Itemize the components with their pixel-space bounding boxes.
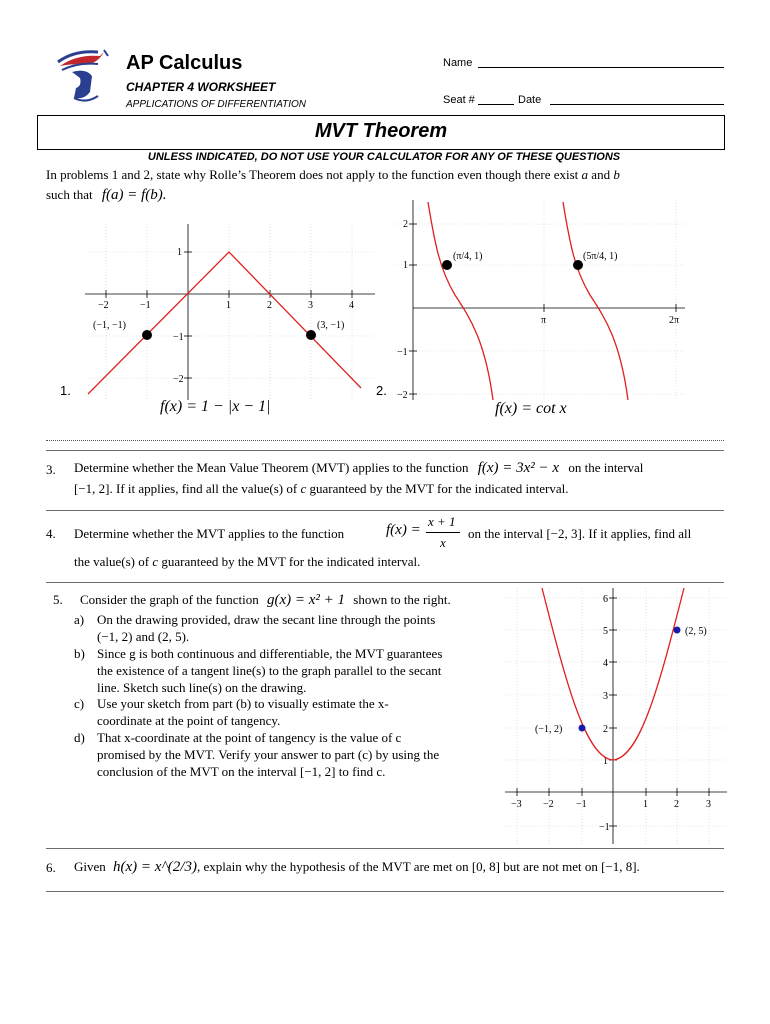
- graph-2-curve-2: [563, 202, 628, 400]
- graph-2-tick-x2: 2π: [669, 315, 680, 326]
- graph-1-label-right: (3, −1): [317, 320, 345, 331]
- problem-3-text3: [−1, 2]. If it applies, find all the value(s) of: [74, 481, 298, 496]
- problem-5-text1: Consider the graph of the function: [80, 592, 259, 607]
- graph-5-tick-x3: −1: [576, 799, 587, 810]
- graph-5-tick-y3: 4: [603, 658, 608, 669]
- problem-5-part-b-line2: the existence of a tangent line(s) to the graph parallel to the secant: [97, 663, 442, 678]
- problem-1-number: 1.: [60, 383, 71, 398]
- problem-5-part-b-line1: Since g is both continuous and differentiable, the MVT guarantees: [97, 646, 443, 661]
- calculator-instruction: UNLESS INDICATED, DO NOT USE YOUR CALCULATOR FOR ANY OF THESE QUESTIONS: [147, 151, 621, 163]
- graph-2-point-left: [442, 260, 452, 270]
- graph-1-tick-x5: 3: [308, 300, 313, 311]
- divider-5: [46, 582, 724, 583]
- graph-2-tick-x1: π: [541, 315, 547, 326]
- problem-5-text2: shown to the right.: [353, 592, 451, 607]
- graph-1-label-left: (−1, −1): [93, 320, 126, 331]
- graph-5-label-right: (2, 5): [685, 626, 707, 637]
- problem-5-part-b-line3: line. Sketch such line(s) on the drawing.: [97, 680, 307, 695]
- graph-1: [85, 224, 375, 400]
- divider-6: [46, 848, 724, 849]
- intro-line1: In problems 1 and 2, state why Rolle’s Theorem does not apply to the function even though there exist: [46, 167, 579, 182]
- trojan-logo-icon: [52, 48, 112, 110]
- problem-6-function: h(x) = x^(2/3): [113, 859, 197, 875]
- graph-2-tick-y3: −1: [397, 347, 408, 358]
- name-field[interactable]: [478, 67, 724, 68]
- graph-5-tick-x1: −3: [511, 799, 522, 810]
- graph-2-tick-y1: 2: [403, 219, 408, 230]
- problem-5-part-c-line2: coordinate at the point of tangency.: [97, 713, 281, 728]
- intro-b: b: [613, 167, 620, 182]
- problem-3-c: c: [300, 481, 307, 496]
- graph-2-label-right: (5π/4, 1): [583, 251, 618, 262]
- intro-and: and: [591, 167, 611, 182]
- graph-5-tick-y1: 6: [603, 594, 608, 605]
- graph-5-point-right: [674, 627, 681, 634]
- chapter-label: CHAPTER 4 WORKSHEET: [126, 80, 276, 94]
- graph-1-tick-y1: 1: [177, 247, 182, 258]
- problem-5-part-c-label: c): [74, 696, 85, 711]
- graph-1-tick-x2: −1: [140, 300, 151, 311]
- problem-3-text1: Determine whether the Mean Value Theorem (MVT) applies to the function: [74, 460, 469, 475]
- logo: [52, 48, 112, 110]
- graph-5-tick-y5: 2: [603, 724, 608, 735]
- graph-5-tick-x6: 3: [706, 799, 711, 810]
- graph-2-curve-1: [428, 202, 493, 400]
- problem-5-part-d-line1: That x-coordinate at the point of tangency is the value of c: [97, 730, 402, 745]
- problem-4-text3: the value(s) of: [74, 554, 150, 569]
- problem-6-number: 6.: [46, 860, 56, 875]
- graph-5-point-left: [579, 725, 586, 732]
- problem-5-part-c-line1: Use your sketch from part (b) to visually estimate the x-: [97, 696, 389, 711]
- problem-4-c: c: [152, 554, 159, 569]
- problem-5-part-a-line1: On the drawing provided, draw the secant line through the points: [97, 612, 436, 627]
- graph-1-tick-x3: 1: [226, 300, 231, 311]
- divider-7: [46, 891, 724, 892]
- date-label: Date: [518, 94, 542, 106]
- intro-a: a: [581, 167, 589, 182]
- problem-5-function: g(x) = x² + 1: [266, 592, 346, 608]
- graph-5-tick-x4: 1: [643, 799, 648, 810]
- graph-5-tick-x2: −2: [543, 799, 554, 810]
- problem-6-text1: Given: [74, 859, 106, 874]
- problem-5-number: 5.: [53, 592, 63, 607]
- graph-1-point-right: [306, 330, 316, 340]
- problem-4-denominator: x: [440, 535, 446, 550]
- problem-5-part-d-label: d): [74, 730, 85, 745]
- name-label: Name: [443, 57, 473, 69]
- problem-2-number: 2.: [376, 383, 387, 398]
- intro-text-line2: [46, 185, 167, 205]
- problem-4-line2: [74, 552, 420, 571]
- graph-2-label-left: (π/4, 1): [453, 251, 483, 262]
- intro-text: [46, 165, 736, 184]
- graph-1-tick-x6: 4: [349, 300, 354, 311]
- divider-4: [46, 510, 724, 511]
- graph-5-tick-y7: −1: [599, 822, 610, 833]
- graph-2: [395, 200, 685, 400]
- graph-2-point-right: [573, 260, 583, 270]
- problem-5-part-b-label: b): [74, 646, 85, 661]
- problem-4-text2: on the interval [−2, 3]. If it applies, find all: [468, 526, 692, 541]
- graph-2-tick-y4: −2: [397, 390, 408, 400]
- graph-1-function-label: f(x) = 1 − |x − 1|: [160, 398, 271, 415]
- problem-4-text4: guaranteed by the MVT for the indicated interval.: [161, 554, 421, 569]
- problem-4-function-lhs: f(x) =: [386, 522, 421, 538]
- course-title: AP Calculus: [126, 52, 243, 74]
- problem-6-line: [74, 857, 734, 877]
- problem-3-number: 3.: [46, 462, 56, 477]
- graph-2-tick-y2: 1: [403, 260, 408, 271]
- seat-label: Seat #: [443, 94, 475, 106]
- graph-5-tick-x5: 2: [674, 799, 679, 810]
- problem-3-function: f(x) = 3x² − x: [477, 460, 560, 476]
- problem-4-fraction-bar: [426, 532, 460, 533]
- problem-3-text2: on the interval: [568, 460, 644, 475]
- graph-1-tick-y2: −1: [173, 332, 184, 343]
- problem-6-text2: , explain why the hypothesis of the MVT are met on [0, 8] but are not met on [−1, 8].: [196, 859, 640, 874]
- graph-2-function-label: f(x) = cot x: [495, 400, 567, 417]
- problem-3-text4: guaranteed by the MVT for the indicated interval.: [309, 481, 569, 496]
- intro-equation: f(a) = f(b).: [101, 187, 167, 203]
- date-field[interactable]: [550, 104, 724, 105]
- problem-4-number: 4.: [46, 526, 56, 541]
- graph-1-tick-x1: −2: [98, 300, 109, 311]
- graph-5-tick-y6: 1: [603, 756, 608, 767]
- divider-3b: [46, 450, 724, 451]
- divider-3: [46, 440, 724, 441]
- problem-5-part-a-line2: (−1, 2) and (2, 5).: [97, 629, 190, 644]
- page-title: MVT Theorem: [314, 120, 448, 142]
- subtitle-label: APPLICATIONS OF DIFFERENTIATION: [126, 99, 307, 110]
- problem-3-line1: [74, 458, 734, 478]
- graph-5: [505, 588, 727, 844]
- problem-5-part-a-label: a): [74, 612, 85, 627]
- intro-line2: such that: [46, 187, 93, 202]
- problem-4-numerator: x + 1: [428, 514, 456, 529]
- problem-3-line2: [74, 479, 568, 498]
- problem-4-text1: Determine whether the MVT applies to the function: [74, 526, 345, 541]
- graph-1-tick-x4: 2: [267, 300, 272, 311]
- seat-field[interactable]: [478, 104, 514, 105]
- graph-5-tick-y2: 5: [603, 626, 608, 637]
- graph-1-tick-y3: −2: [173, 374, 184, 385]
- problem-5-line1: [80, 590, 500, 610]
- graph-5-tick-y4: 3: [603, 691, 608, 702]
- graph-1-point-left: [142, 330, 152, 340]
- problem-5-part-d-line3: conclusion of the MVT on the interval [−1, 2] to find c.: [97, 764, 386, 779]
- graph-5-label-left: (−1, 2): [535, 724, 563, 735]
- problem-5-part-d-line2: promised by the MVT. Verify your answer to part (c) by using the: [97, 747, 440, 762]
